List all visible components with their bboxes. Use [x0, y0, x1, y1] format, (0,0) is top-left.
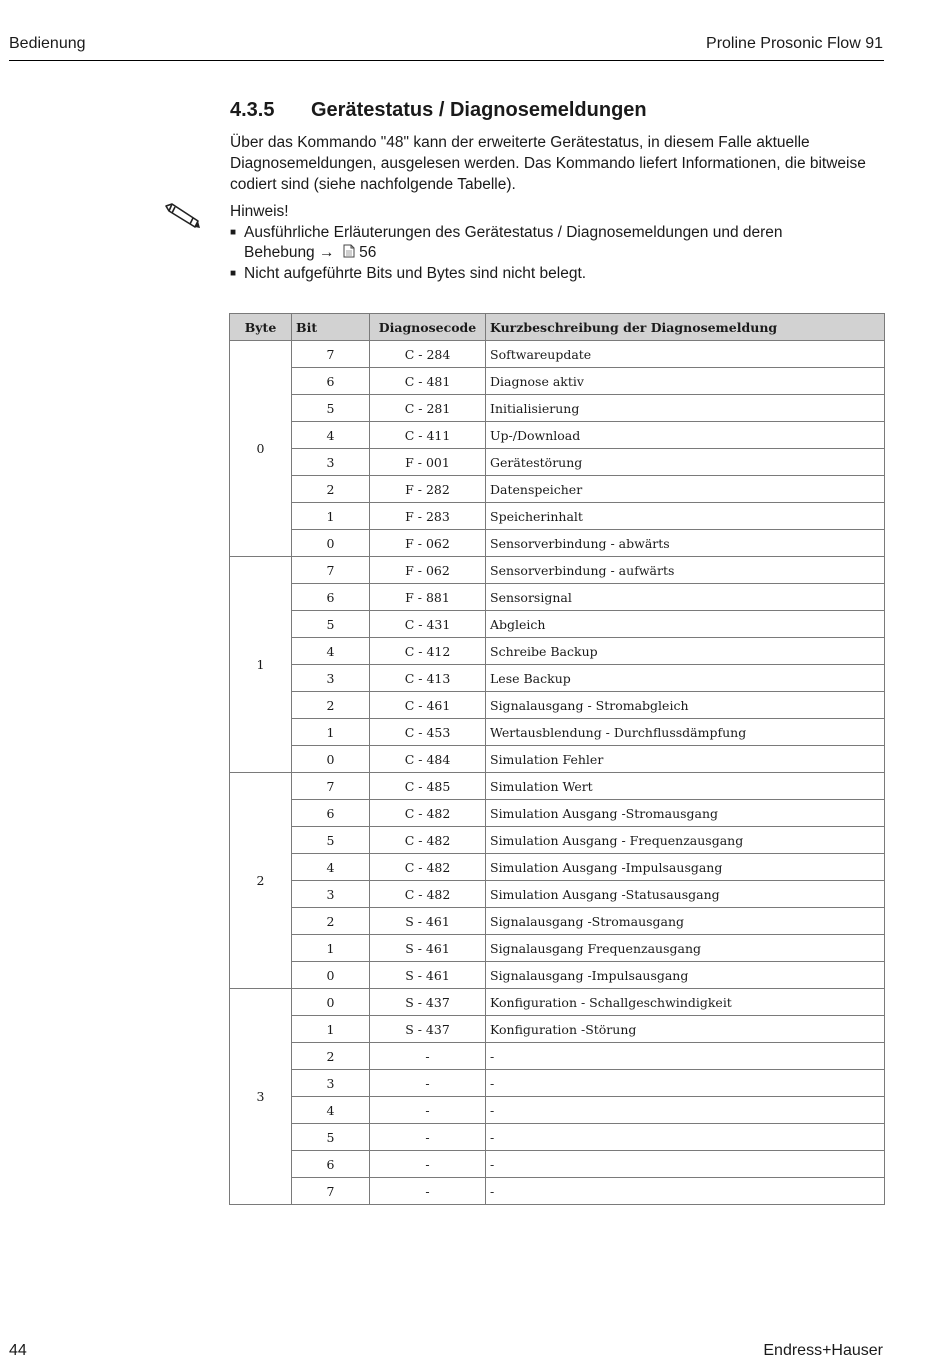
table-row	[230, 557, 885, 584]
bit-cell: 6	[292, 584, 370, 611]
diagnosecode-cell: C - 482	[370, 827, 486, 854]
note-block	[230, 202, 850, 284]
description-cell: Schreibe Backup	[486, 638, 885, 665]
bit-cell: 1	[292, 719, 370, 746]
description-cell: Abgleich	[486, 611, 885, 638]
table-row	[230, 962, 885, 989]
description-cell: Signalausgang Frequenzausgang	[486, 935, 885, 962]
table-row	[230, 584, 885, 611]
bit-cell: 0	[292, 746, 370, 773]
byte-cell: 0	[230, 341, 292, 557]
description-cell: Initialisierung	[486, 395, 885, 422]
table-row	[230, 1178, 885, 1205]
table-row	[230, 368, 885, 395]
bit-cell: 5	[292, 827, 370, 854]
description-cell: Sensorsignal	[486, 584, 885, 611]
diagnostic-table	[229, 313, 885, 1205]
page-number: 44	[9, 1342, 27, 1359]
section-heading	[230, 99, 647, 122]
bit-cell: 3	[292, 881, 370, 908]
running-header-section: Bedienung	[9, 35, 86, 52]
running-header-product: Proline Prosonic Flow 91	[706, 35, 883, 52]
diagnosecode-cell: C - 453	[370, 719, 486, 746]
diagnosecode-cell: C - 413	[370, 665, 486, 692]
diagnosecode-cell: C - 481	[370, 368, 486, 395]
bit-cell: 6	[292, 368, 370, 395]
table-row	[230, 935, 885, 962]
table-row	[230, 341, 885, 368]
diagnosecode-cell: C - 485	[370, 773, 486, 800]
diagnosecode-cell: -	[370, 1151, 486, 1178]
description-cell: Simulation Ausgang - Frequenzausgang	[486, 827, 885, 854]
table-row	[230, 881, 885, 908]
diagnosecode-cell: S - 461	[370, 908, 486, 935]
description-cell: Diagnose aktiv	[486, 368, 885, 395]
section-title: Gerätestatus / Diagnosemeldungen	[311, 99, 647, 121]
bit-cell: 7	[292, 1178, 370, 1205]
description-cell: Gerätestörung	[486, 449, 885, 476]
bit-cell: 4	[292, 638, 370, 665]
table-row	[230, 800, 885, 827]
description-cell: -	[486, 1043, 885, 1070]
description-cell: -	[486, 1097, 885, 1124]
bit-cell: 4	[292, 1097, 370, 1124]
bit-cell: 5	[292, 1124, 370, 1151]
table-row	[230, 854, 885, 881]
description-cell: -	[486, 1124, 885, 1151]
description-cell: Simulation Ausgang -Impulsausgang	[486, 854, 885, 881]
description-cell: Up-/Download	[486, 422, 885, 449]
bit-cell: 4	[292, 854, 370, 881]
table-row	[230, 1097, 885, 1124]
table-row	[230, 611, 885, 638]
header-diagnosecode: Diagnosecode	[370, 314, 486, 341]
diagnosecode-cell: C - 484	[370, 746, 486, 773]
bit-cell: 7	[292, 557, 370, 584]
description-cell: Signalausgang -Impulsausgang	[486, 962, 885, 989]
diagnosecode-cell: C - 281	[370, 395, 486, 422]
diagnosecode-cell: F - 881	[370, 584, 486, 611]
table-row	[230, 665, 885, 692]
table-row	[230, 746, 885, 773]
description-cell: Simulation Ausgang -Statusausgang	[486, 881, 885, 908]
diagnosecode-cell: C - 411	[370, 422, 486, 449]
diagnosecode-cell: F - 062	[370, 530, 486, 557]
diagnosecode-cell: S - 437	[370, 1016, 486, 1043]
table-row	[230, 1124, 885, 1151]
section-number: 4.3.5	[230, 99, 275, 121]
description-cell: Softwareupdate	[486, 341, 885, 368]
description-cell: Lese Backup	[486, 665, 885, 692]
diagnosecode-cell: -	[370, 1178, 486, 1205]
note-page-ref[interactable]: 56	[359, 244, 377, 261]
description-cell: Konfiguration - Schallgeschwindigkeit	[486, 989, 885, 1016]
byte-cell: 3	[230, 989, 292, 1205]
pencil-note-icon	[163, 203, 201, 229]
header-bit: Bit	[292, 314, 370, 341]
description-cell: Sensorverbindung - aufwärts	[486, 557, 885, 584]
bit-cell: 1	[292, 1016, 370, 1043]
description-cell: Speicherinhalt	[486, 503, 885, 530]
note-item: ■ Nicht aufgeführte Bits und Bytes sind nicht belegt.	[230, 264, 850, 285]
bit-cell: 5	[292, 395, 370, 422]
diagnosecode-cell: F - 062	[370, 557, 486, 584]
table-row	[230, 530, 885, 557]
table-row	[230, 449, 885, 476]
note-title: Hinweis!	[230, 203, 289, 220]
footer-brand: Endress+Hauser	[763, 1342, 883, 1359]
diagnosecode-cell: C - 431	[370, 611, 486, 638]
bit-cell: 0	[292, 530, 370, 557]
bit-cell: 1	[292, 503, 370, 530]
description-cell: Wertausblendung - Durchflussdämpfung	[486, 719, 885, 746]
diagnosecode-cell: S - 461	[370, 935, 486, 962]
description-cell: Sensorverbindung - abwärts	[486, 530, 885, 557]
table-body	[230, 341, 885, 1205]
diagnosecode-cell: C - 461	[370, 692, 486, 719]
table-row	[230, 638, 885, 665]
description-cell: -	[486, 1151, 885, 1178]
bit-cell: 4	[292, 422, 370, 449]
bit-cell: 1	[292, 935, 370, 962]
bit-cell: 2	[292, 692, 370, 719]
header-description: Kurzbeschreibung der Diagnosemeldung	[486, 314, 885, 341]
table-row	[230, 503, 885, 530]
page-reference-icon	[343, 244, 355, 258]
table-row	[230, 395, 885, 422]
table-row	[230, 422, 885, 449]
diagnosecode-cell: C - 412	[370, 638, 486, 665]
table-row	[230, 1043, 885, 1070]
description-cell: Simulation Fehler	[486, 746, 885, 773]
diagnosecode-cell: C - 284	[370, 341, 486, 368]
bit-cell: 3	[292, 449, 370, 476]
description-cell: Signalausgang -Stromausgang	[486, 908, 885, 935]
table-header-row	[230, 314, 885, 341]
diagnosecode-cell: -	[370, 1097, 486, 1124]
description-cell: Datenspeicher	[486, 476, 885, 503]
description-cell: -	[486, 1070, 885, 1097]
note-item	[230, 223, 850, 264]
header-byte: Byte	[230, 314, 292, 341]
table-row	[230, 719, 885, 746]
bit-cell: 3	[292, 1070, 370, 1097]
table-row	[230, 773, 885, 800]
bit-cell: 2	[292, 476, 370, 503]
table-row	[230, 908, 885, 935]
bit-cell: 0	[292, 989, 370, 1016]
table-row	[230, 1016, 885, 1043]
diagnosecode-cell: -	[370, 1124, 486, 1151]
description-cell: Konfiguration -Störung	[486, 1016, 885, 1043]
bit-cell: 0	[292, 962, 370, 989]
diagnosecode-cell: -	[370, 1043, 486, 1070]
bit-cell: 7	[292, 341, 370, 368]
diagnosecode-cell: C - 482	[370, 881, 486, 908]
table-row	[230, 692, 885, 719]
bit-cell: 3	[292, 665, 370, 692]
bit-cell: 5	[292, 611, 370, 638]
intro-paragraph: Über das Kommando "48" kann der erweiterte Gerätestatus, in diesem Falle aktuelle Diagnosemeldungen, ausgelesen werden. Das Kommando liefert Informationen, die bitweise codiert sind (siehe nachfolgende Tabelle).	[230, 134, 866, 193]
bit-cell: 2	[292, 1043, 370, 1070]
description-cell: Simulation Wert	[486, 773, 885, 800]
description-cell: Signalausgang - Stromabgleich	[486, 692, 885, 719]
note-item-text: Ausführliche Erläuterungen des Gerätestatus / Diagnosemeldungen und deren Behebung →	[244, 223, 783, 261]
description-cell: -	[486, 1178, 885, 1205]
diagnosecode-cell: C - 482	[370, 800, 486, 827]
diagnosecode-cell: F - 283	[370, 503, 486, 530]
diagnosecode-cell: F - 001	[370, 449, 486, 476]
bit-cell: 6	[292, 800, 370, 827]
description-cell: Simulation Ausgang -Stromausgang	[486, 800, 885, 827]
diagnosecode-cell: -	[370, 1070, 486, 1097]
diagnosecode-cell: C - 482	[370, 854, 486, 881]
table-row	[230, 476, 885, 503]
diagnosecode-cell: S - 437	[370, 989, 486, 1016]
byte-cell: 2	[230, 773, 292, 989]
diagnosecode-cell: S - 461	[370, 962, 486, 989]
table-row	[230, 1070, 885, 1097]
bit-cell: 7	[292, 773, 370, 800]
header-divider	[9, 60, 884, 61]
byte-cell: 1	[230, 557, 292, 773]
table-row	[230, 1151, 885, 1178]
diagnosecode-cell: F - 282	[370, 476, 486, 503]
table-row	[230, 827, 885, 854]
bit-cell: 2	[292, 908, 370, 935]
table-row	[230, 989, 885, 1016]
bit-cell: 6	[292, 1151, 370, 1178]
